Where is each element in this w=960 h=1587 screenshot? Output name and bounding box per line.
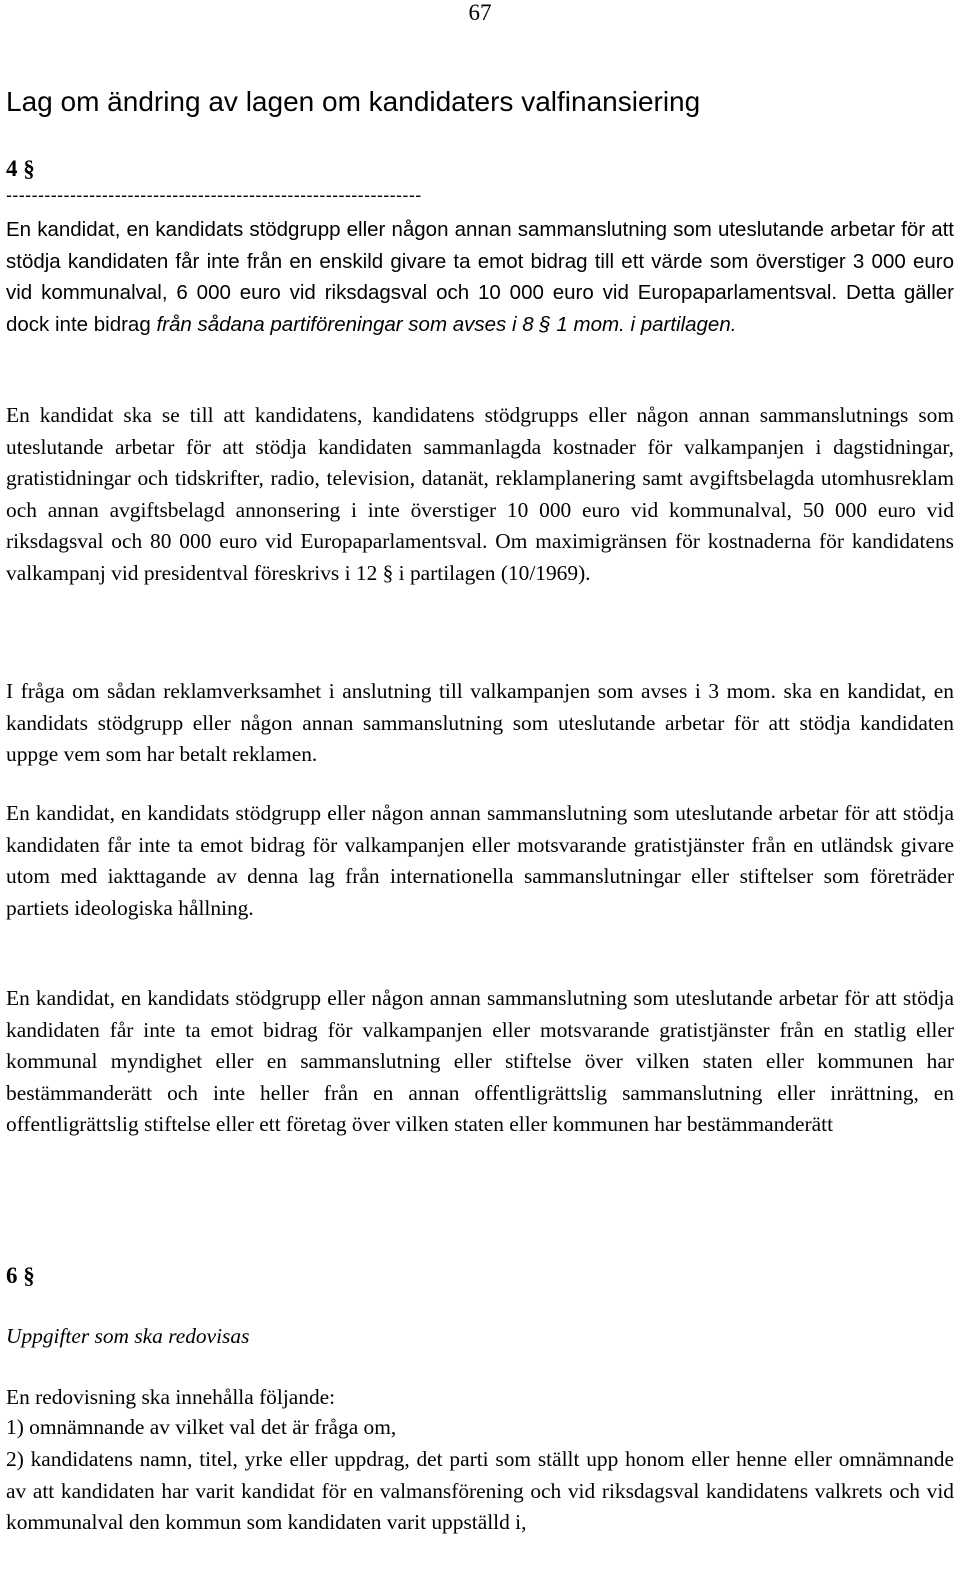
page-number: 67 [468,0,492,25]
section-6-subheading: Uppgifter som ska redovisas [6,1324,250,1348]
section-4-heading: 4 § [6,156,35,181]
deleted-text-marker: ----------------------------------------------------------------- [6,185,422,205]
list-item-2: 2) kandidatens namn, titel, yrke eller uppdrag, det parti som ställt upp honom eller henne eller omnämnande av att kandidaten har varit kandidat för en valmansförening och vid riksdagsval kandidatens valkrets och vid kommunalval den kommun som kandidaten varit uppställd i, [6,1447,954,1535]
paragraph-1-italic-text: från sådana partiföreningar som avses i 8 § 1 mom. i partilagen. [156,312,737,336]
paragraph-1-text: En kandidat, en kandidats stödgrupp eller någon annan sammanslutning som uteslutande arbetar för att stödja kandidaten får inte från en enskild givare ta emot bidrag till ett värde som överstiger 3 000 euro vid kommunalval, 6 000 euro vid riksdagsval och 10 000 euro vid Europaparlamentsval. Detta gäller dock inte bidrag [6,218,954,336]
section-4-paragraph-4: En kandidat, en kandidats stödgrupp eller någon annan sammanslutning som uteslutande arbetar för att stödja kandidaten får inte ta emot bidrag för valkampanjen eller motsvarande gratistjänster från en utländsk givare utom med iakttagande av denna lag från internationella sammanslutningar eller stiftelser som företräder partiets ideologiska hållning. [6,801,954,920]
section-6-heading: 6 § [6,1263,35,1288]
section-4-paragraph-5: En kandidat, en kandidats stödgrupp eller någon annan sammanslutning som uteslutande arbetar för att stödja kandidaten får inte ta emot bidrag för valkampanjen eller motsvarande gratistjänster från en statlig eller kommunal myndighet eller en sammanslutning eller stiftelse över vilken staten eller kommunen har bestämmanderätt och inte heller från en annan offentligrättslig sammanslutning eller inrättning, en offentligrättslig stiftelse eller ett företag över vilken staten eller kommunen har bestämmanderätt [6,986,954,1137]
section-4-paragraph-1 [6,214,954,340]
section-4-paragraph-2: En kandidat ska se till att kandidatens, kandidatens stödgrupps eller någon annan sammanslutnings som uteslutande arbetar för att stödja kandidaten sammanlagda kostnader för valkampanjen i dagstidningar, gratistidningar och tidskrifter, radio, television, datanät, reklamplanering samt avgiftsbelagda utomhusreklam och annan avgiftsbelagd annonsering i inte överstiger 10 000 euro vid kommunalval, 50 000 euro vid riksdagsval och 80 000 euro vid Europaparlamentsval. Om maximigränsen för kostnaderna för kandidatens valkampanj vid presidentval föreskrivs i 12 § i partilagen (10/1969). [6,403,954,585]
section-6-intro: En redovisning ska innehålla följande: [6,1385,336,1409]
document-title: Lag om ändring av lagen om kandidaters valfinansiering [6,86,701,117]
section-4-paragraph-3: I fråga om sådan reklamverksamhet i anslutning till valkampanjen som avses i 3 mom. ska en kandidat, en kandidats stödgrupp eller någon annan sammanslutning som uteslutande arbetar för att stödja kandidaten uppge vem som har betalt reklamen. [6,679,954,767]
list-item-1: 1) omnämnande av vilket val det är fråga om, [6,1415,397,1439]
